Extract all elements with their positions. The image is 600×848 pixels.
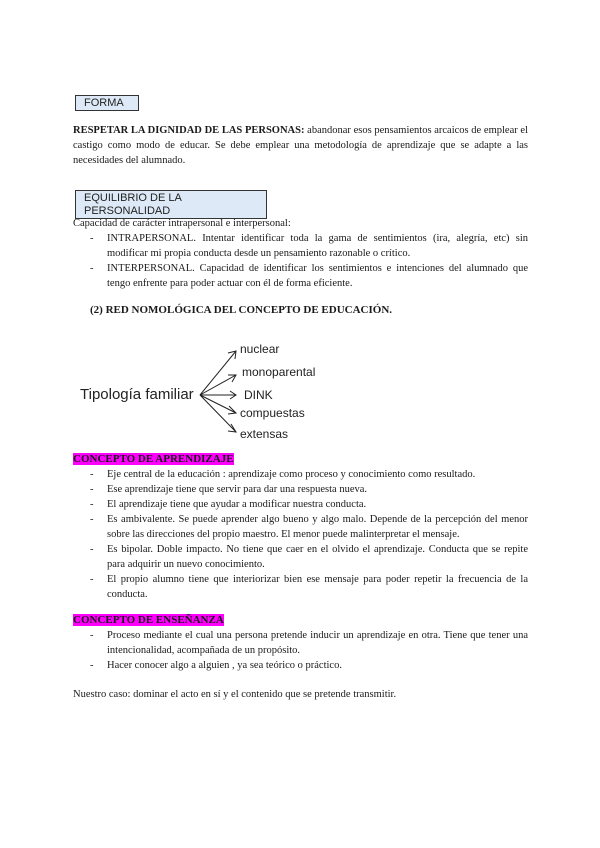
list-item: - Proceso mediante el cual una persona pretende inducir un aprendizaje en otra. Tiene que tener una intencionalidad, acompañada de un propósito.: [90, 630, 528, 656]
list-item: - INTRAPERSONAL. Intentar identificar toda la gama de sentimientos (ira, alegría, etc) sin modificar mi propia conducta desde un pensamiento razonable o crítico.: [90, 233, 528, 259]
forma-text: abandonar esos pensamientos arcaicos de emplear el castigo como modo de educar. Se debe emplear una metodología de aprendizaje que se adapte a las necesidades del alumnado.: [73, 125, 528, 166]
section-box-forma: FORMA: [75, 95, 139, 111]
diagram-arrows: [200, 351, 236, 432]
list-item: - INTERPERSONAL. Capacidad de identificar los sentimientos e intenciones del alumnado que tengo enfrente para poder actuar con él de forma eficiente.: [90, 263, 528, 289]
list-item: - Hacer conocer algo a alguien , ya sea teórico o práctico.: [90, 660, 342, 671]
diagram-branch-monoparental: monoparental: [242, 365, 316, 379]
red-nomologica-heading: (2) RED NOMOLÓGICA DEL CONCEPTO DE EDUCACIÓN.: [90, 304, 393, 316]
closing-paragraph: Nuestro caso: dominar el acto en sí y el contenido que se pretende transmitir.: [73, 689, 397, 700]
list-item: - Eje central de la educación : aprendizaje como proceso y conocimiento como resultado.: [90, 469, 476, 480]
diagram-root-label: Tipología familiar: [80, 386, 194, 403]
forma-paragraph: [73, 123, 528, 168]
ensenanza-list: [73, 628, 528, 673]
aprendizaje-heading: CONCEPTO DE APRENDIZAJE: [73, 453, 234, 465]
list-item: - Es bipolar. Doble impacto. No tiene que caer en el olvido el aprendizaje. Conducta que se repite para adquirir un nuevo conocimiento.: [90, 544, 528, 570]
section-box-equilibrio: EQUILIBRIO DE LA PERSONALIDAD: [75, 190, 267, 219]
diagram-branch-nuclear: nuclear: [240, 342, 280, 356]
equilibrio-list: [73, 231, 528, 291]
list-item: - Es ambivalente. Se puede aprender algo bueno y algo malo. Depende de la percepción del menor sobre las direcciones del propio maestro. El menor puede malinterpretar el mensaje.: [90, 514, 528, 540]
arrow-nuclear: [200, 351, 236, 395]
arrow-compuestas: [200, 395, 236, 413]
diagram-branch-compuestas: compuestas: [240, 406, 305, 420]
list-item: - El propio alumno tiene que interiorizar bien ese mensaje para poder repetir la frecuencia de la conducta.: [90, 574, 528, 600]
diagram-branch-dink: DINK: [244, 388, 273, 402]
list-item: - Ese aprendizaje tiene que servir para dar una respuesta nueva.: [90, 484, 368, 495]
forma-lead: RESPETAR LA DIGNIDAD DE LAS PERSONAS:: [73, 125, 305, 136]
diagram-branch-extensas: extensas: [240, 427, 289, 441]
equilibrio-intro: Capacidad de carácter intrapersonal e interpersonal:: [73, 218, 291, 229]
ensenanza-heading: CONCEPTO DE ENSEÑANZA: [73, 614, 224, 626]
aprendizaje-list: [73, 467, 528, 602]
list-item: - El aprendizaje tiene que ayudar a modificar nuestra conducta.: [90, 499, 367, 510]
tipologia-diagram: [70, 335, 370, 450]
